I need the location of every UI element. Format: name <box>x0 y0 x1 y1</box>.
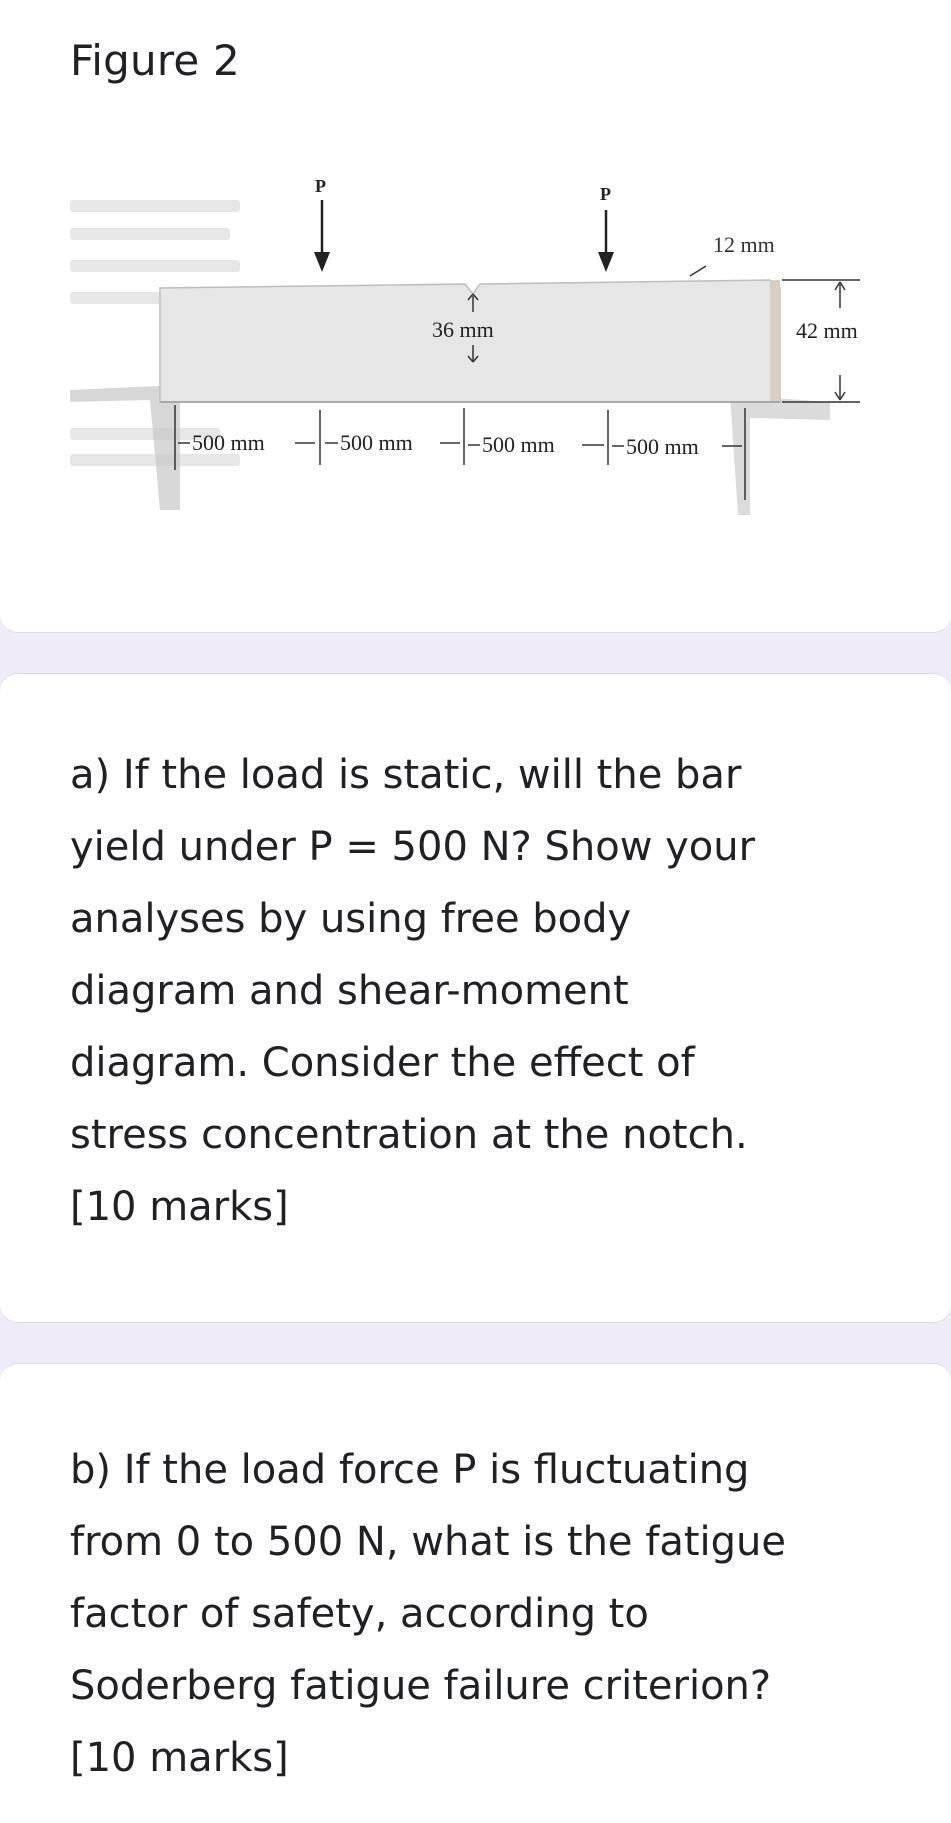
span-2-label: 500 mm <box>340 430 413 455</box>
question-b-text: b) If the load force P is fluctuating from 0 to 500 N, what is the fatigue factor of safety, according to Soderberg fatigue failure criterion? [10 marks] <box>70 1447 786 1781</box>
notch-dimension-label: 12 mm <box>713 232 775 257</box>
question-b-card <box>0 1363 951 1823</box>
span-3-label: 500 mm <box>482 432 555 457</box>
load-arrow-left <box>314 200 330 272</box>
load-label-left: P <box>315 180 326 196</box>
left-support-shadow <box>70 385 180 510</box>
figure-title: Figure 2 <box>70 36 240 85</box>
notch-dimension-leader <box>690 266 706 276</box>
load-label-right: P <box>600 184 611 204</box>
load-arrow-right <box>598 210 614 272</box>
question-a-text: a) If the load is static, will the bar yield under P = 500 N? Show your analyses by using free body diagram and shear-moment diagram. Consider the effect of stress concentration at the notch. [10 marks] <box>70 752 756 1230</box>
figure-card <box>0 0 951 633</box>
depth-dimension-label: 42 mm <box>796 318 858 343</box>
span-4-label: 500 mm <box>626 434 699 459</box>
question-a-card <box>0 673 951 1323</box>
beam-end-face <box>770 280 780 402</box>
span-1-label: 500 mm <box>192 430 265 455</box>
beam-diagram-image <box>70 180 900 540</box>
net-depth-dimension-label: 36 mm <box>432 317 494 342</box>
